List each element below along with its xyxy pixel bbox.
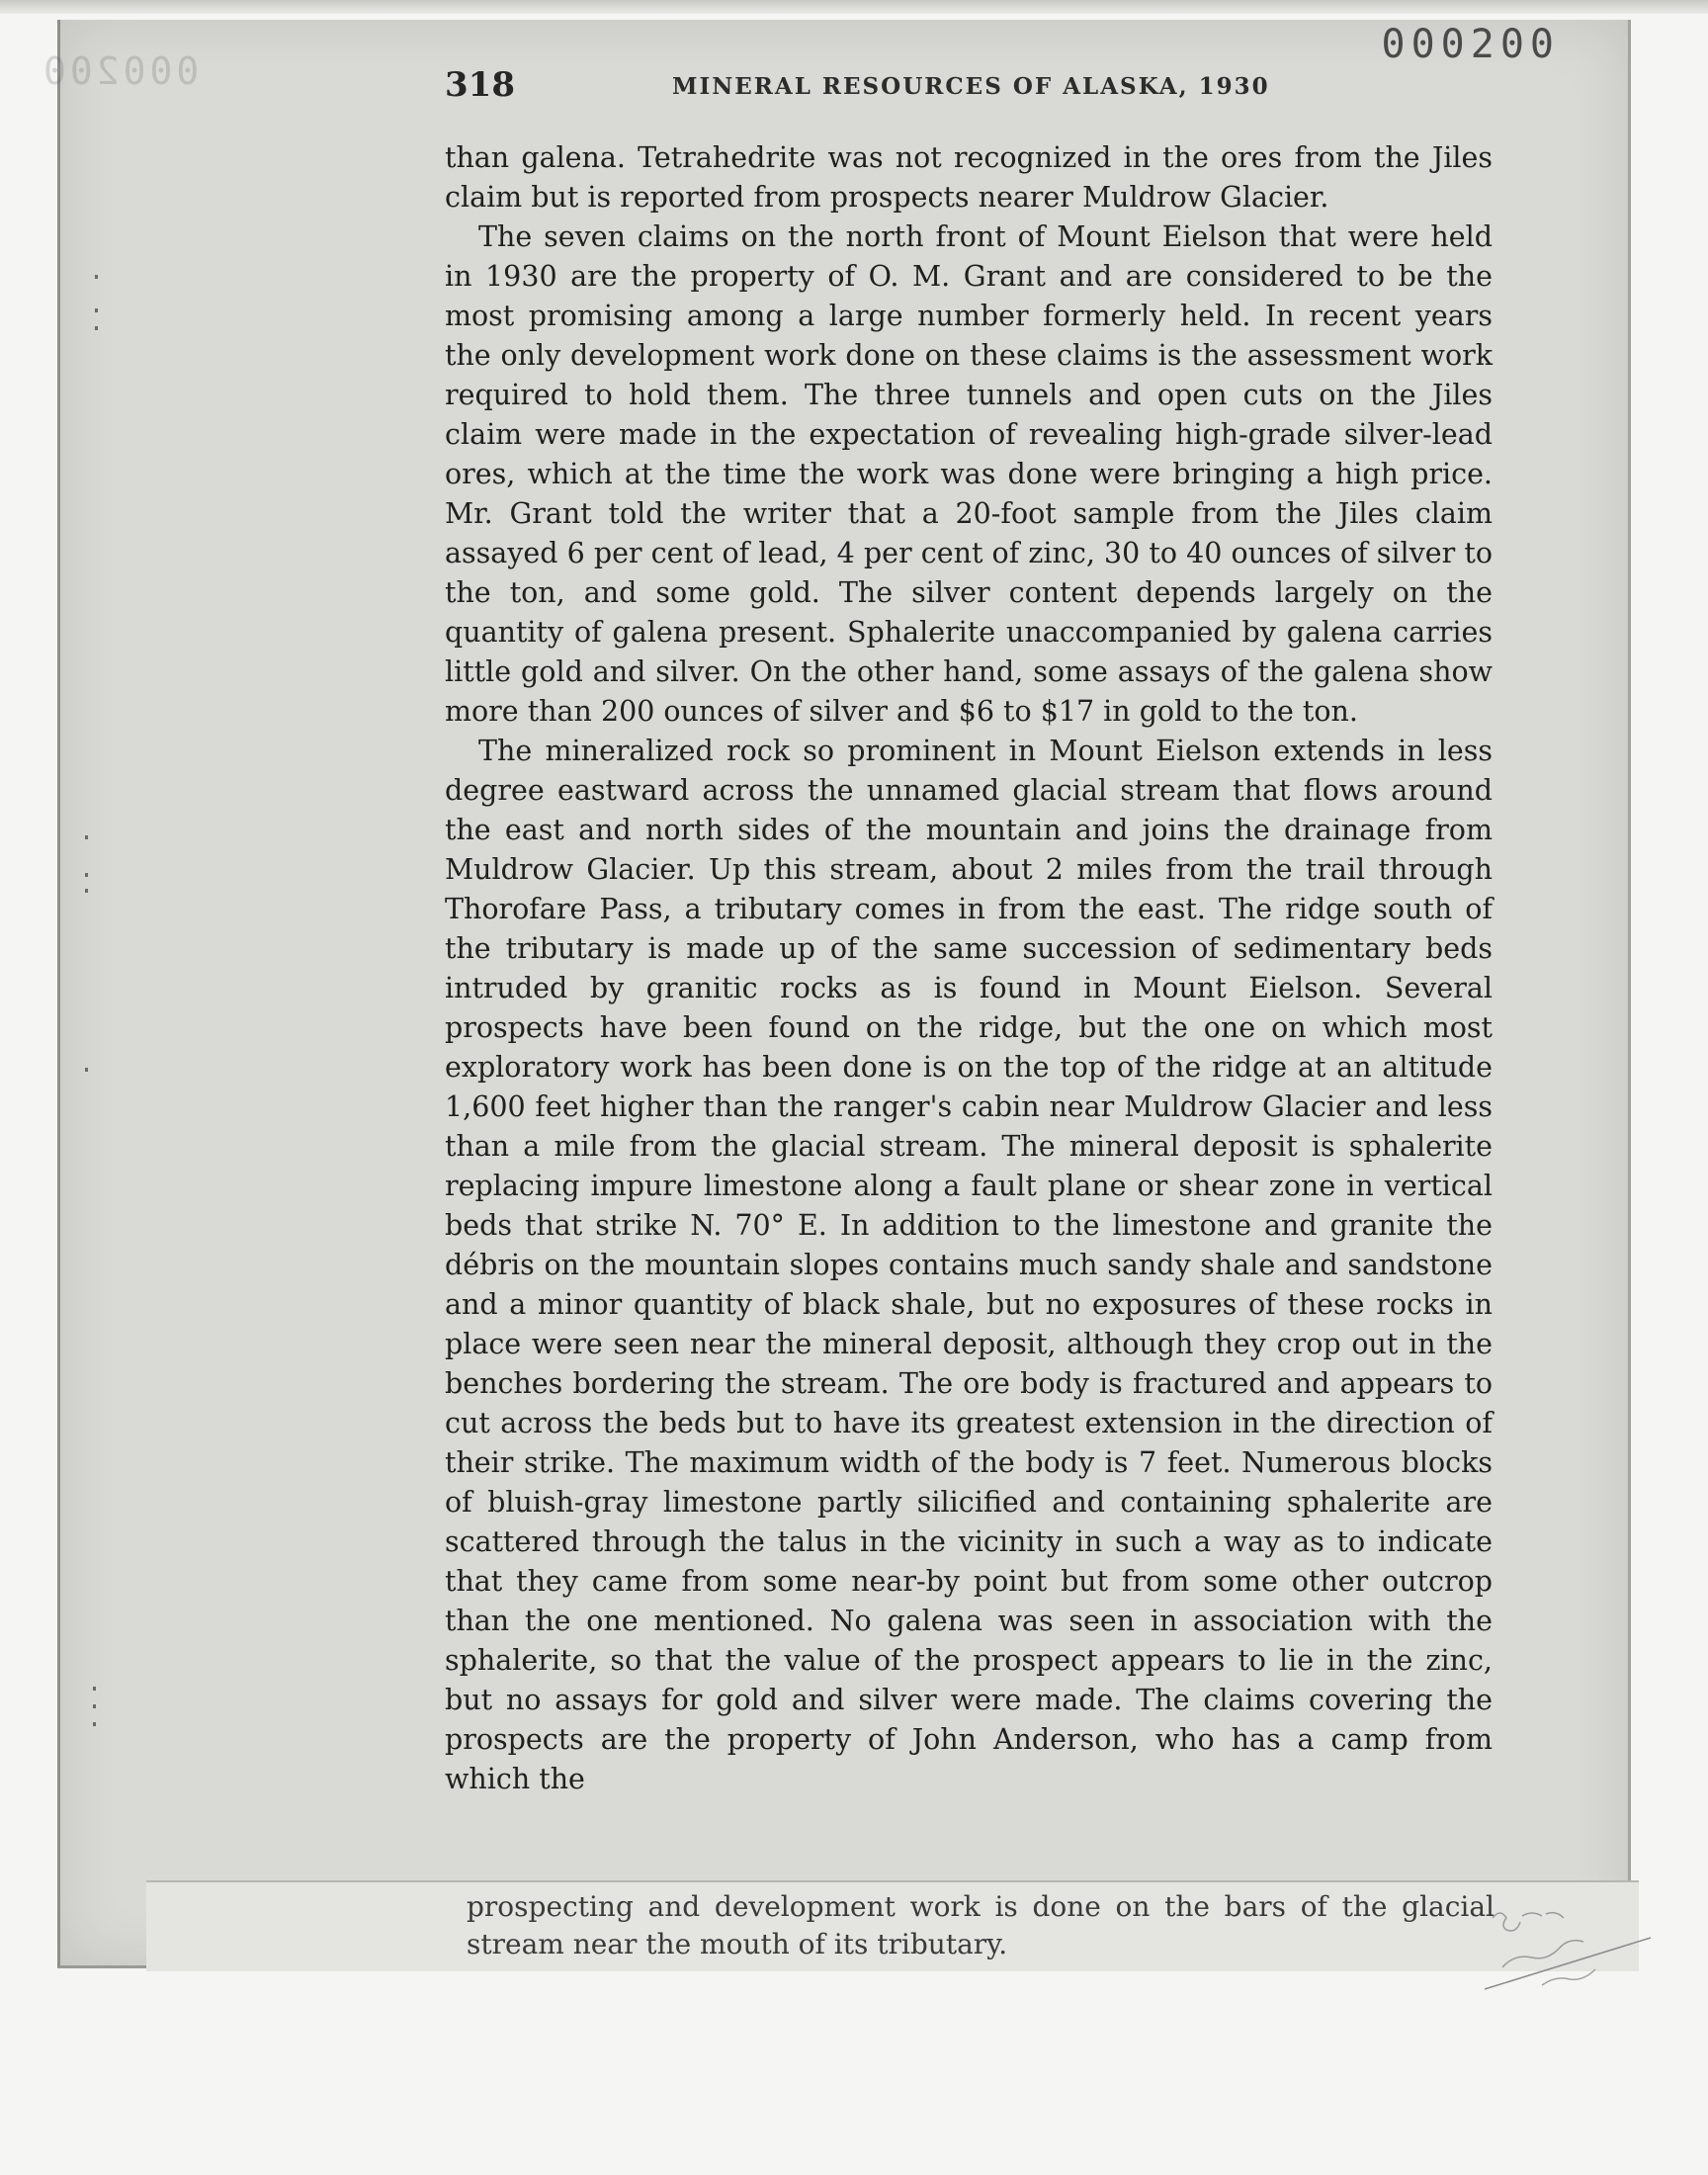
margin-mark: [93, 1687, 96, 1691]
continuation-text: prospecting and development work is done on the bars of the glacial stream near the mouth of its tributary.: [467, 1890, 1494, 1960]
bleed-through-stamp: 000200: [40, 49, 200, 93]
paragraph: than galena. Tetrahedrite was not recognized in the ores from the Jiles claim but is reported from prospects nearer Muldrow Glacier.: [445, 141, 1493, 214]
margin-mark: [85, 889, 88, 893]
margin-mark: [93, 1704, 96, 1708]
pencil-annotation: [1483, 1898, 1661, 1997]
margin-mark: [95, 275, 98, 279]
margin-mark: [85, 1068, 88, 1072]
margin-mark: [95, 326, 98, 330]
margin-mark: [95, 308, 98, 312]
scanner-edge: [0, 0, 1708, 14]
body-text: [445, 138, 1493, 1799]
margin-mark: [93, 1722, 96, 1726]
running-head: MINERAL RESOURCES OF ALASKA, 1930: [672, 73, 1270, 100]
paragraph: The seven claims on the north front of Mount Eielson that were held in 1930 are the property of O. M. Grant and are considered to be the most promising among a large number formerly held. In recent years the only development work done on these claims is the assessment work required to hold them. The three tunnels and open cuts on the Jiles claim were made in the expectation of revealing high-grade silver-lead ores, which at the time the work was done were bringing a high price. Mr. Grant told the writer that a 20-foot sample from the Jiles claim assayed 6 per cent of lead, 4 per cent of zinc, 30 to 40 ounces of silver to the ton, and some gold. The silver content depends largely on the quantity of galena present. Sphalerite unaccompanied by galena carries little gold and silver. On the other hand, some assays of the galena show more than 200 ounces of silver and $6 to $17 in gold to the ton.: [445, 220, 1493, 728]
paragraph: The mineralized rock so prominent in Mount Eielson extends in less degree eastward across the unnamed glacial stream that flows around the east and north sides of the mountain and joins the drainage from Muldrow Glacier. Up this stream, about 2 miles from the trail through Thorofare Pass, a tributary comes in from the east. The ridge south of the tributary is made up of the same succession of sedimentary beds intruded by granitic rocks as is found in Mount Eielson. Several prospects have been found on the ridge, but the one on which most exploratory work has been done is on the top of the ridge at an altitude 1,600 feet higher than the ranger's cabin near Muldrow Glacier and less than a mile from the glacial stream. The mineral deposit is sphalerite replacing impure limestone along a fault plane or shear zone in vertical beds that strike N. 70° E. In addition to the limestone and granite the débris on the mountain slopes contains much sandy shale and sandstone and a minor quantity of black shale, but no exposures of these rocks in place were seen near the mineral deposit, although they crop out in the benches bordering the stream. The ore body is fractured and appears to cut across the beds but to have its greatest extension in the direction of their strike. The maximum width of the body is 7 feet. Numerous blocks of bluish-gray limestone partly silicified and containing sphalerite are scattered through the talus in the vicinity in such a way as to indicate that they came from some near-by point but from some other outcrop than the one mentioned. No galena was seen in association with the sphalerite, so that the value of the prospect appears to lie in the zinc, but no assays for gold and silver were made. The claims covering the prospects are the property of John Anderson, who has a camp from which the: [445, 735, 1493, 1795]
page-header: [445, 65, 1493, 115]
page-number: 318: [445, 65, 515, 105]
margin-mark: [85, 873, 88, 877]
archive-stamp-number: 000200: [1381, 22, 1560, 67]
margin-mark: [85, 835, 88, 839]
